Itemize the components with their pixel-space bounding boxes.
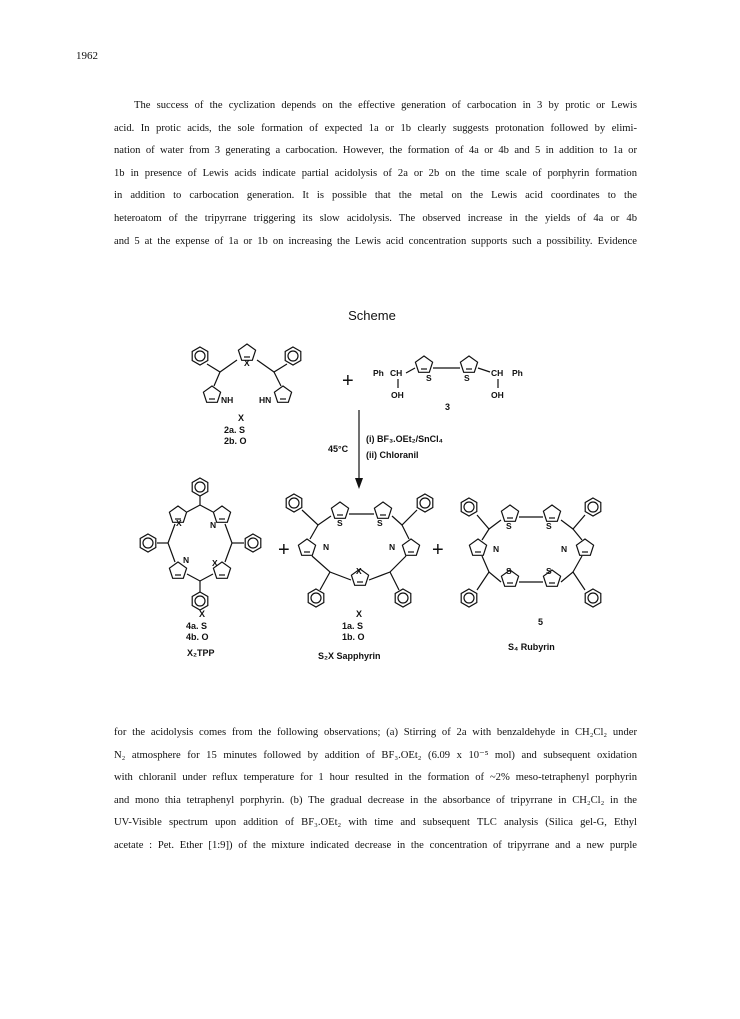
text-line: heteroatom of the tripyrrane triggering its slow acidolysis. The observed increase in the yields of 4a or 4b [114,212,637,224]
atom-s: S [546,566,552,576]
page-number: 1962 [76,50,98,62]
atom-s: S [337,518,343,528]
text-line: in addition to carbocation generation. It is possible that the metal on the Lewis acid coordinates to the [114,190,637,202]
text-line: and mono thia tetraphenyl porphyrin. (b) The gradual decrease in the absorbance of tripyrrane in CH₂Cl₂ in the [114,794,637,806]
text-line: The success of the cyclization depends on the effective generation of carbocation in 3 by protic or Lewis [134,100,637,111]
atom-oh: OH [391,390,404,400]
phenyl-ring [245,534,261,552]
text-line: acetate : Pet. Ether [1:9]) of the mixture indicated decrease in the concentration of tripyrrane and a new purple [114,839,637,851]
reactant-2-structure [192,344,301,405]
compound-3-label: 3 [445,402,451,412]
atom-n: N [183,555,190,565]
phenyl-ring [192,478,208,496]
atom-x: X [244,358,250,368]
pyrrole-ring [274,386,291,402]
phenyl-ring [192,592,208,610]
compound-1b-label: 1b. O [342,632,365,642]
thiophene-ring [501,505,518,521]
product-4-x-header: X [199,609,206,619]
pyrrole-ring [469,539,486,555]
phenyl-ring [461,589,477,607]
condition-step-2: (ii) Chloranil [366,450,419,460]
arrow-head [355,478,363,489]
atom-s: S [506,566,512,576]
scheme-title: Scheme [348,308,396,323]
phenyl-ring [285,347,301,365]
text-line: 1b in presence of Lewis acids indicate partial acidolysis of 2a or 2b on the time scale of porphyrin formation [114,167,637,179]
atom-ph: Ph [512,368,523,378]
atom-x: X [176,518,182,528]
reaction-scheme [0,330,740,675]
compound-4a-label: 4a. S [186,621,208,631]
atom-x: X [356,566,362,576]
thiophene-ring [543,505,560,521]
paragraph-top [114,95,637,253]
compound-5-label: 5 [538,617,544,627]
pyrrole-ring [298,539,315,555]
product-4-name: X₂TPP [187,648,215,658]
atom-s: S [464,373,470,383]
text-line: for the acidolysis comes from the following observations; (a) Stirring of 2a with benzaldehyde in CH₂Cl₂ under [114,727,637,738]
compound-2b-label: 2b. O [224,436,247,446]
plus-sign: + [342,370,354,392]
atom-ch: CH [491,368,504,378]
atom-oh: OH [491,390,504,400]
phenyl-ring [308,589,324,607]
pyrrole-ring [402,539,419,555]
plus-sign: + [432,539,444,561]
phenyl-ring [585,498,601,516]
compound-1a-label: 1a. S [342,621,364,631]
atom-hn: HN [259,395,272,405]
product-5-name: S₄ Rubyrin [508,642,555,652]
reactant-2-x-header: X [238,413,245,423]
product-4-structure [140,478,261,610]
product-5-structure [461,498,601,607]
reactant-3-structure [373,356,523,400]
atom-n: N [561,544,568,554]
pyrrole-ring [576,539,593,555]
text-line: acid. In protic acids, the sole formation of expected 1a or 1b clearly suggests protonation followed by elimi- [114,122,637,134]
phenyl-ring [395,589,411,607]
thiophene-ring [331,502,348,518]
thiophene-ring [460,356,477,372]
atom-n: N [389,542,396,552]
phenyl-ring [461,498,477,516]
product-1-x-header: X [356,609,363,619]
paragraph-bottom [114,722,637,858]
atom-s: S [546,521,552,531]
text-line: and 5 at the expense of 1a or 1b on increasing the Lewis acid concentration supports such a possibility. Evidence [114,235,637,247]
text-line: with chloranil under reflux temperature for 1 hour resulted in the formation of ~2% meso-tetraphenyl porphyrin [114,772,637,784]
text-line: UV-Visible spectrum upon addition of BF₃.OEt₂ with time and subsequent TLC analysis (Silica gel-G, Ethyl [114,817,637,829]
thiophene-ring [415,356,432,372]
plus-sign: + [278,539,290,561]
atom-ch: CH [390,368,403,378]
atom-s: S [506,521,512,531]
text-line: nation of water from 3 generating a carbocation. However, the formation of 4a or 4b and 5 in addition to 1a or [114,145,637,157]
atom-x: X [212,558,218,568]
thiophene-ring [374,502,391,518]
atom-ph: Ph [373,368,384,378]
compound-4b-label: 4b. O [186,632,209,642]
phenyl-ring [417,494,433,512]
phenyl-ring [140,534,156,552]
phenyl-ring [585,589,601,607]
atom-n: N [210,520,217,530]
phenyl-ring [192,347,208,365]
compound-2a-label: 2a. S [224,425,246,435]
phenyl-ring [286,494,302,512]
atom-n: N [493,544,500,554]
product-1-structure [286,494,433,607]
atom-n: N [323,542,330,552]
text-line: N₂ atmosphere for 15 minutes followed by addition of BF₃.OEt₂ (6.09 x 10⁻⁵ mol) and subsequent oxidation [114,749,637,761]
atom-s: S [426,373,432,383]
condition-step-1: (i) BF₃.OEt₂/SnCl₄ [366,434,443,444]
atom-s: S [377,518,383,528]
condition-temperature: 45°C [328,444,349,454]
atom-nh: NH [221,395,234,405]
pyrrole-ring [203,386,220,402]
product-1-name: S₂X Sapphyrin [318,651,381,661]
